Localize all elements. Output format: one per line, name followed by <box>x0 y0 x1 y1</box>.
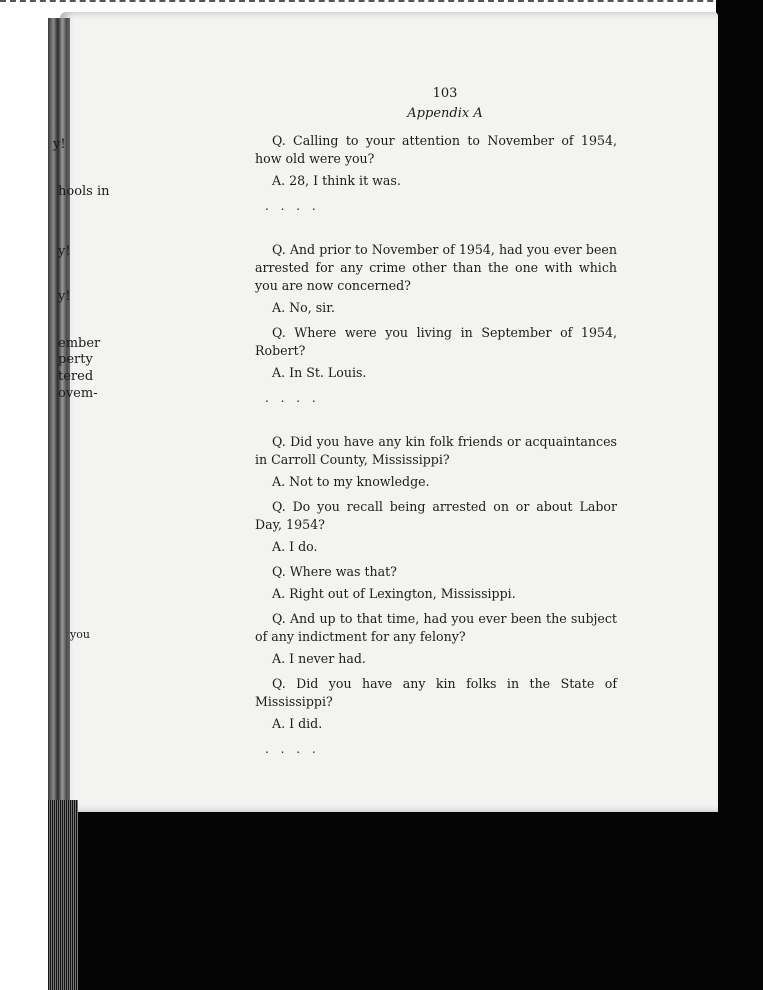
answer-paragraph: A. I never had. <box>272 651 366 666</box>
answer-paragraph: A. I did. <box>272 716 323 731</box>
ellipsis-break: . . . . <box>265 391 320 405</box>
margin-fragment: hools in <box>58 184 110 199</box>
ellipsis-break: . . . . <box>265 742 320 756</box>
page-header: Appendix A <box>407 106 483 121</box>
question-paragraph: Q. And prior to November of 1954, had you ever been arrested for any crime other than the one with which you are now concerned? <box>255 242 617 293</box>
scan-dark-bottom-area <box>60 812 763 990</box>
question-paragraph: Q. Do you recall being arrested on or about Labor Day, 1954? <box>255 499 617 532</box>
question-paragraph: Q. Where were you living in September of 1954, Robert? <box>255 325 617 358</box>
margin-fragment: y! <box>53 137 66 152</box>
question-paragraph: Q. And up to that time, had you ever been the subject of any indictment for any felony? <box>255 611 617 644</box>
transcript-body <box>255 132 617 758</box>
page-content <box>255 85 617 758</box>
question-paragraph: Q. Did you have any kin folks in the State of Mississippi? <box>255 676 617 709</box>
question-paragraph: Q. Calling to your attention to November of 1954, how old were you? <box>255 133 617 166</box>
margin-fragment: ember <box>58 336 101 351</box>
margin-fragment: tered <box>58 369 94 384</box>
ellipsis-break: . . . . <box>265 199 320 213</box>
question-paragraph: Q. Did you have any kin folk friends or acquaintances in Carroll County, Mississippi? <box>255 434 617 467</box>
answer-paragraph: A. Not to my knowledge. <box>272 474 430 489</box>
margin-fragment: ovem- <box>58 386 98 401</box>
answer-paragraph: A. 28, I think it was. <box>272 173 401 188</box>
answer-paragraph: A. I do. <box>272 539 318 554</box>
answer-paragraph: A. Right out of Lexington, Mississippi. <box>272 586 516 601</box>
answer-paragraph: A. In St. Louis. <box>272 365 367 380</box>
margin-fragment: perty <box>58 352 93 367</box>
book-spine-edge <box>48 800 78 990</box>
question-paragraph: Q. Where was that? <box>272 564 397 579</box>
margin-fragment: y! <box>58 289 71 304</box>
margin-fragment: y! <box>58 244 71 259</box>
answer-paragraph: A. No, sir. <box>272 300 335 315</box>
margin-fragment: you <box>70 628 90 641</box>
scan-top-border <box>0 0 763 6</box>
page-number: 103 <box>432 86 458 101</box>
